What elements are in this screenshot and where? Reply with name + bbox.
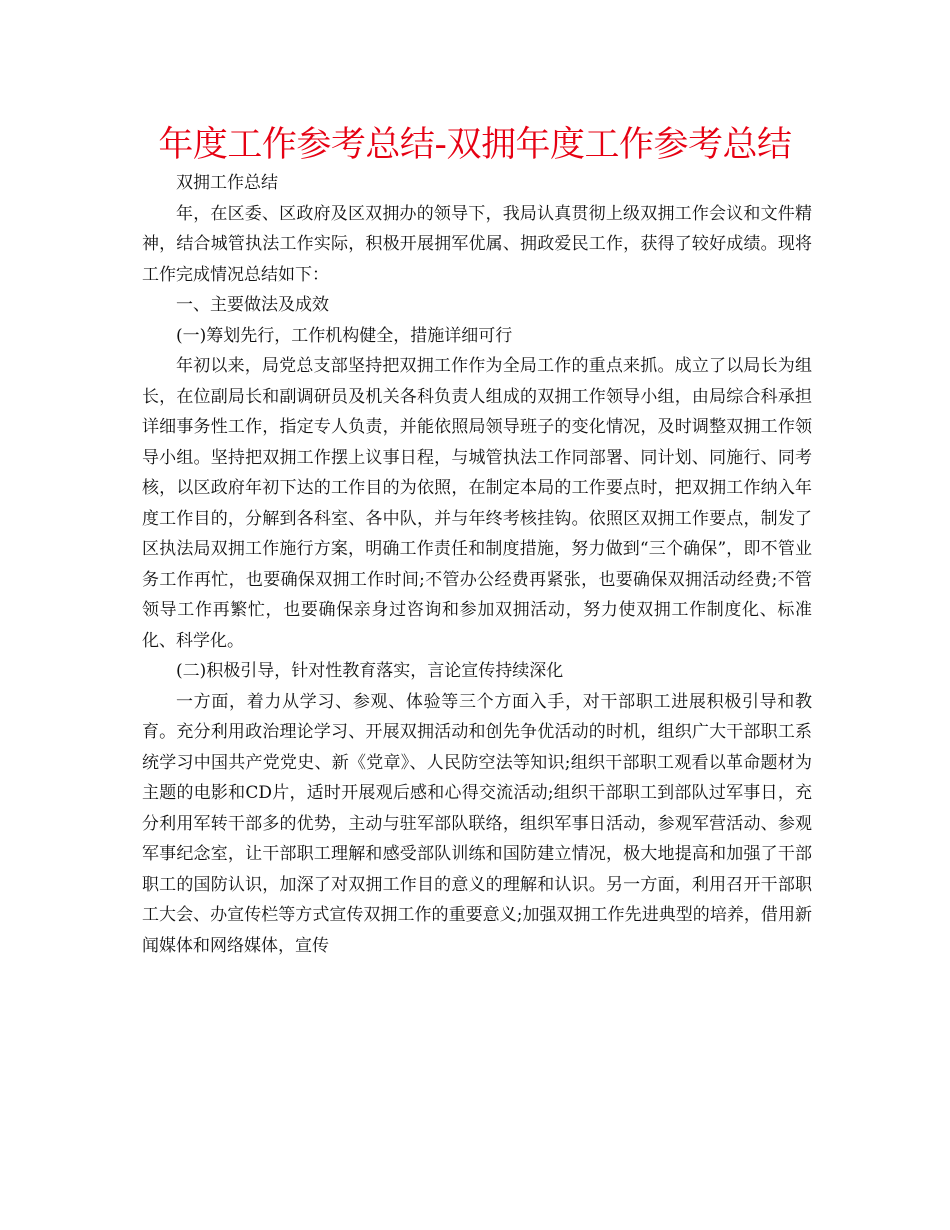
document-title: 年度工作参考总结-双拥年度工作参考总结 [158,125,792,165]
document-body [142,168,812,961]
subtitle-paragraph: 双拥工作总结 [176,173,278,193]
body-paragraph: 一方面，着力从学习、参观、体验等三个方面入手，对干部职工进展积极引导和教育。充分利用政治理论学习、开展双拥活动和创先争优活动的时机，组织广大干部职工系统学习中国共产党党史、新《党章》、人民防空法等知识;组织干部职工观看以革命题材为主题的电影和CD片，适时开展观后感和心得交流活动;组织干部职工到部队过军事日，充分利用军转干部多的优势，主动与驻军部队联络，组织军事日活动，参观军营活动、参观军事纪念室，让干部职工理解和感受部队训练和国防建立情况，极大地提高和加强了干部职工的国防认识，加深了对双拥工作目的意义的理解和认识。另一方面，利用召开干部职工大会、办宣传栏等方式宣传双拥工作的重要意义;加强双拥工作先进典型的培养，借用新闻媒体和网络媒体，宣传 [142,691,812,956]
intro-paragraph: 年，在区委、区政府及区双拥办的领导下，我局认真贯彻上级双拥工作会议和文件精神，结合城管执法工作实际，积极开展拥军优属、拥政爱民工作，获得了较好成绩。现将工作完成情况总结如下： [142,203,812,285]
section-heading: 一、主要做法及成效 [176,295,329,315]
body-paragraph: 年初以来，局党总支部坚持把双拥工作作为全局工作的重点来抓。成立了以局长为组长，在位副局长和副调研员及机关各科负责人组成的双拥工作领导小组，由局综合科承担详细事务性工作，指定专人负责，并能依照局领导班子的变化情况，及时调整双拥工作领导小组。坚持把双拥工作摆上议事日程，与城管执法工作同部署、同计划、同施行、同考核，以区政府年初下达的工作目的为依照，在制定本局的工作要点时，把双拥工作纳入年度工作目的，分解到各科室、各中队，并与年终考核挂钩。依照区双拥工作要点，制发了区执法局双拥工作施行方案，明确工作责任和制度措施，努力做到“三个确保”，即不管业务工作再忙，也要确保双拥工作时间;不管办公经费再紧张，也要确保双拥活动经费;不管领导工作再繁忙，也要确保亲身过咨询和参加双拥活动，努力使双拥工作制度化、标准化、科学化。 [142,356,812,651]
subsection-heading: (二)积极引导，针对性教育落实，言论宣传持续深化 [176,661,564,681]
subsection-heading: (一)筹划先行，工作机构健全，措施详细可行 [176,325,513,346]
